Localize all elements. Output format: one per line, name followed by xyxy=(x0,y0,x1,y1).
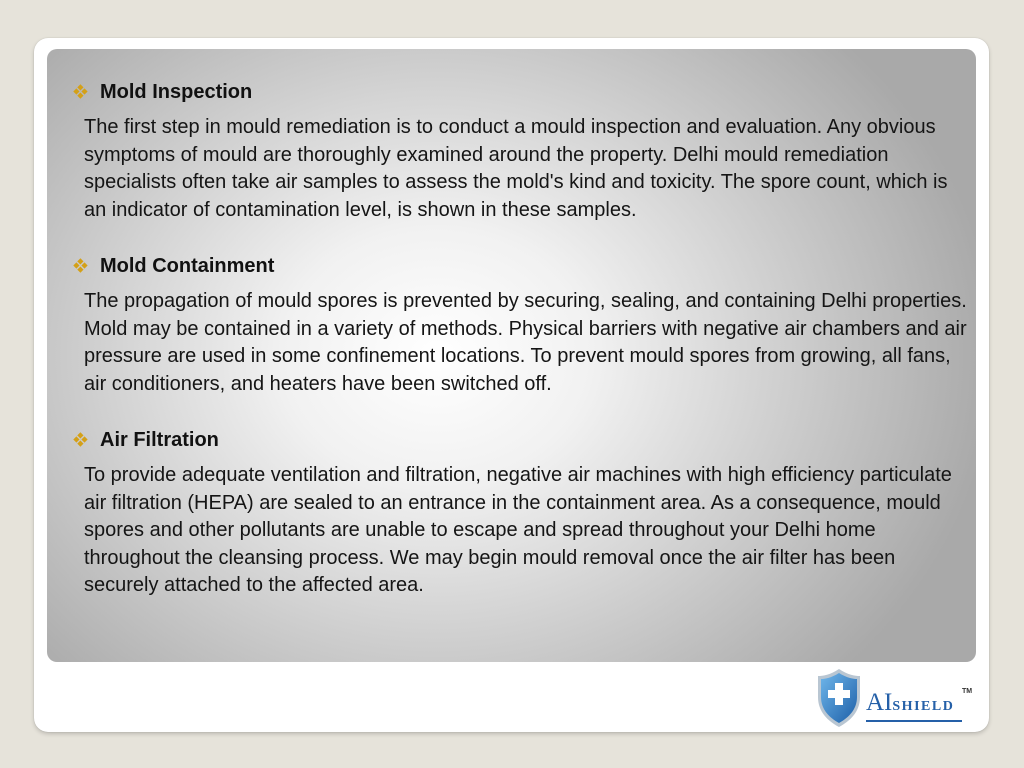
logo-underline xyxy=(866,720,962,722)
shield-cross-icon xyxy=(816,667,862,729)
section-body: To provide adequate ventilation and filtration, negative air machines with high efficiency particulate air filtration (HEPA) are sealed to an entrance in the containment area. As a consequence, mould spores and other pollutants are unable to escape and spread throughout your Delhi home throughout the cleansing process. We may begin mould removal once the air filter has been securely attached to the affected area. xyxy=(84,464,952,597)
heading-row xyxy=(73,428,219,452)
slide-card xyxy=(34,38,989,732)
content-panel xyxy=(47,49,976,662)
logo-wordmark xyxy=(866,689,954,717)
trademark-mark: TM xyxy=(962,688,973,695)
section-body: The first step in mould remediation is to conduct a mould inspection and evaluation. Any obvious symptoms of mould are thoroughly examined around the property. Delhi mould remediation specialists often take air samples to assess the mold's kind and toxicity. The spore count, which is an indicator of contamination level, is shown in these samples. xyxy=(84,116,948,221)
logo-ai-text: AI xyxy=(866,689,893,716)
heading-row xyxy=(73,254,274,278)
aishield-logo xyxy=(816,664,976,734)
section-body: The propagation of mould spores is prevented by securing, sealing, and containing Delhi properties. Mold may be contained in a variety of methods. Physical barriers with negative air chambers and air pressure are used in some confinement locations. To prevent mould spores from growing, all fans, air conditioners, and heaters have been switched off. xyxy=(84,290,967,395)
heading-row xyxy=(73,80,252,104)
section-heading: Mold Containment xyxy=(100,255,275,277)
section-heading: Air Filtration xyxy=(100,429,219,451)
logo-shield-text: SHIELD xyxy=(892,699,955,714)
diamond-bullet-icon xyxy=(73,432,89,448)
section-heading: Mold Inspection xyxy=(100,81,253,103)
diamond-bullet-icon xyxy=(73,84,89,100)
diamond-bullet-icon xyxy=(73,258,89,274)
